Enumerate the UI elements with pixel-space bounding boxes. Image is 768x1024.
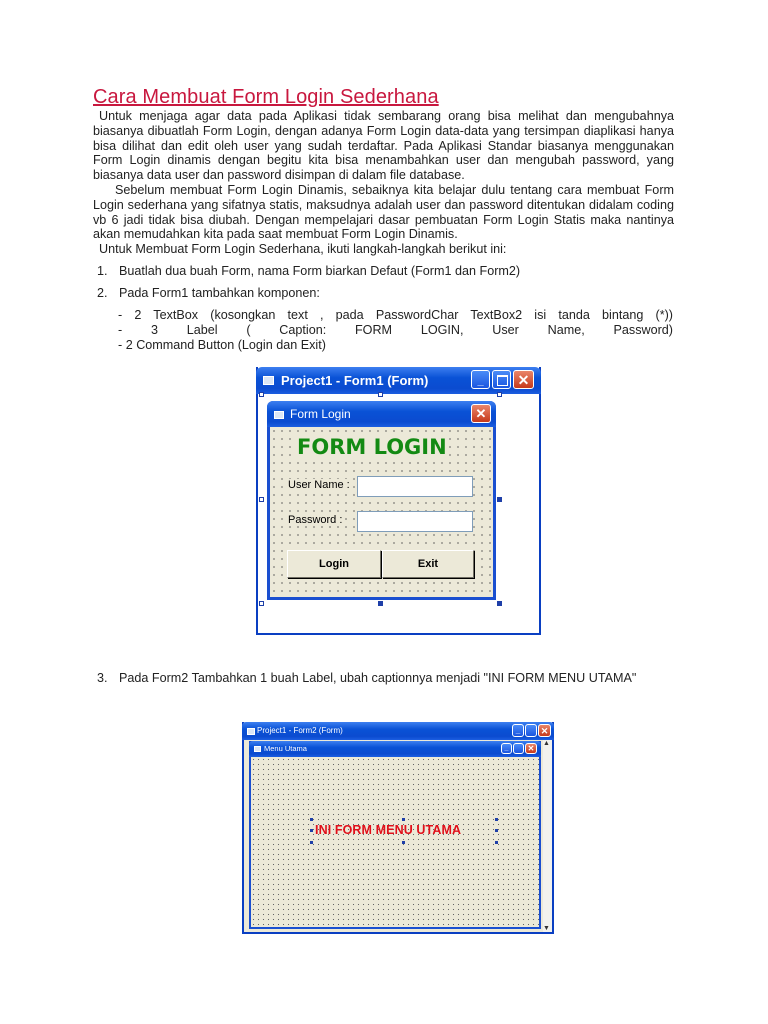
list-text: Pada Form1 tambahkan komponen: bbox=[119, 286, 320, 300]
inner-window-title: Menu Utama bbox=[264, 744, 307, 753]
resize-handle[interactable] bbox=[402, 841, 405, 844]
inner-title-bar bbox=[249, 741, 541, 757]
resize-handle[interactable] bbox=[497, 601, 502, 606]
resize-handle[interactable] bbox=[495, 829, 498, 832]
inner-title-bar bbox=[267, 401, 496, 427]
intro-paragraph: Untuk menjaga agar data pada Aplikasi tidak sembarang orang bisa melihat dan mengubahnya biasanya dibuatlah Form Login, dengan adanya Form Login data-data yang tersimpan diaplikasi hanya bisa dilihat dan edit oleh user yang sudah terdaftar. Pada Aplikasi Standar biasanya menggunakan Form Login dinamis dengan begitu kita bisa menambahkan user dan mengubah password, yang biasanya data user dan password disimpan di dalam file database. bbox=[93, 109, 674, 183]
window-icon bbox=[263, 376, 274, 385]
inner-minimize-button[interactable]: _ bbox=[501, 743, 512, 754]
scroll-down-arrow[interactable]: ▼ bbox=[543, 925, 550, 932]
exit-button[interactable]: Exit bbox=[382, 550, 474, 578]
outer-window-title: Project1 - Form2 (Form) bbox=[257, 726, 343, 735]
close-button[interactable]: ✕ bbox=[538, 724, 551, 737]
component-list bbox=[118, 308, 673, 352]
resize-handle[interactable] bbox=[310, 841, 313, 844]
third-paragraph: Untuk Membuat Form Login Sederhana, ikuti langkah-langkah berikut ini: bbox=[99, 242, 507, 256]
username-label: User Name : bbox=[288, 479, 350, 491]
window-icon bbox=[247, 728, 255, 735]
username-textbox[interactable] bbox=[357, 476, 473, 497]
menu-utama-label-text: INI FORM MENU UTAMA bbox=[315, 823, 462, 837]
resize-handle[interactable] bbox=[402, 818, 405, 821]
close-button[interactable]: ✕ bbox=[513, 370, 534, 389]
vertical-scrollbar[interactable] bbox=[543, 740, 552, 932]
inner-close-button[interactable]: ✕ bbox=[525, 743, 537, 754]
resize-handle[interactable] bbox=[259, 497, 264, 502]
inner-maximize-button[interactable] bbox=[513, 743, 524, 754]
vb-project-window-form2 bbox=[242, 722, 554, 934]
inner-window-title: Form Login bbox=[290, 407, 351, 421]
password-label: Password : bbox=[288, 514, 343, 526]
component-item: - 2 TextBox (kosongkan text , pada PasswordChar TextBox2 isi tanda bintang (*)) bbox=[118, 308, 673, 322]
password-textbox[interactable] bbox=[357, 511, 473, 532]
outer-title-bar bbox=[242, 722, 554, 740]
resize-handle[interactable] bbox=[497, 497, 502, 502]
resize-handle[interactable] bbox=[310, 818, 313, 821]
second-paragraph: Sebelum membuat Form Login Dinamis, sebaiknya kita belajar dulu tentang cara membuat Form Login sederhana yang sifatnya statis, maksudnya adalah user dan password ditentukan didalam coding vb 6 jadi tidak bisa diubah. Dengan mempelajari dasar pembuatan Form Login Statis maka nantinya akan memudahkan kita pada saat membuat Form Login Dinamis. bbox=[93, 183, 674, 242]
form-icon bbox=[254, 746, 261, 752]
maximize-button[interactable] bbox=[492, 370, 511, 389]
login-button[interactable]: Login bbox=[287, 550, 381, 578]
list-number: 1. bbox=[97, 264, 108, 278]
resize-handle[interactable] bbox=[495, 841, 498, 844]
component-item: - 2 Command Button (Login dan Exit) bbox=[118, 337, 326, 352]
vb-project-window-form1 bbox=[256, 367, 541, 635]
form-heading: FORM LOGIN bbox=[297, 435, 447, 459]
minimize-button[interactable]: _ bbox=[512, 724, 524, 737]
list-text: Buatlah dua buah Form, nama Form biarkan Defaut (Form1 dan Form2) bbox=[119, 264, 521, 278]
resize-handle[interactable] bbox=[378, 392, 383, 397]
form-design-surface bbox=[251, 757, 539, 927]
resize-handle[interactable] bbox=[378, 601, 383, 606]
menu-utama-label[interactable] bbox=[312, 821, 498, 841]
resize-handle[interactable] bbox=[310, 829, 313, 832]
minimize-button[interactable]: _ bbox=[471, 370, 490, 389]
maximize-button[interactable] bbox=[525, 724, 537, 737]
menu-utama-window bbox=[249, 741, 541, 929]
inner-close-button[interactable]: ✕ bbox=[471, 404, 491, 423]
list-number: 2. bbox=[97, 286, 108, 300]
outer-title-bar bbox=[256, 367, 541, 394]
resize-handle[interactable] bbox=[259, 601, 264, 606]
resize-handle[interactable] bbox=[259, 392, 264, 397]
scroll-up-arrow[interactable]: ▲ bbox=[543, 740, 550, 747]
resize-handle[interactable] bbox=[497, 392, 502, 397]
list-text: Pada Form2 Tambahkan 1 buah Label, ubah captionnya menjadi "INI FORM MENU UTAMA" bbox=[119, 671, 637, 685]
form-icon bbox=[274, 411, 284, 419]
resize-handle[interactable] bbox=[495, 818, 498, 821]
page-title: Cara Membuat Form Login Sederhana bbox=[93, 86, 439, 108]
form-login-window bbox=[267, 401, 496, 600]
list-number: 3. bbox=[97, 671, 108, 685]
form-design-surface bbox=[270, 427, 493, 597]
outer-window-title: Project1 - Form1 (Form) bbox=[281, 373, 429, 388]
component-item: - 3 Label ( Caption: FORM LOGIN, User Name, Password) bbox=[118, 322, 673, 337]
